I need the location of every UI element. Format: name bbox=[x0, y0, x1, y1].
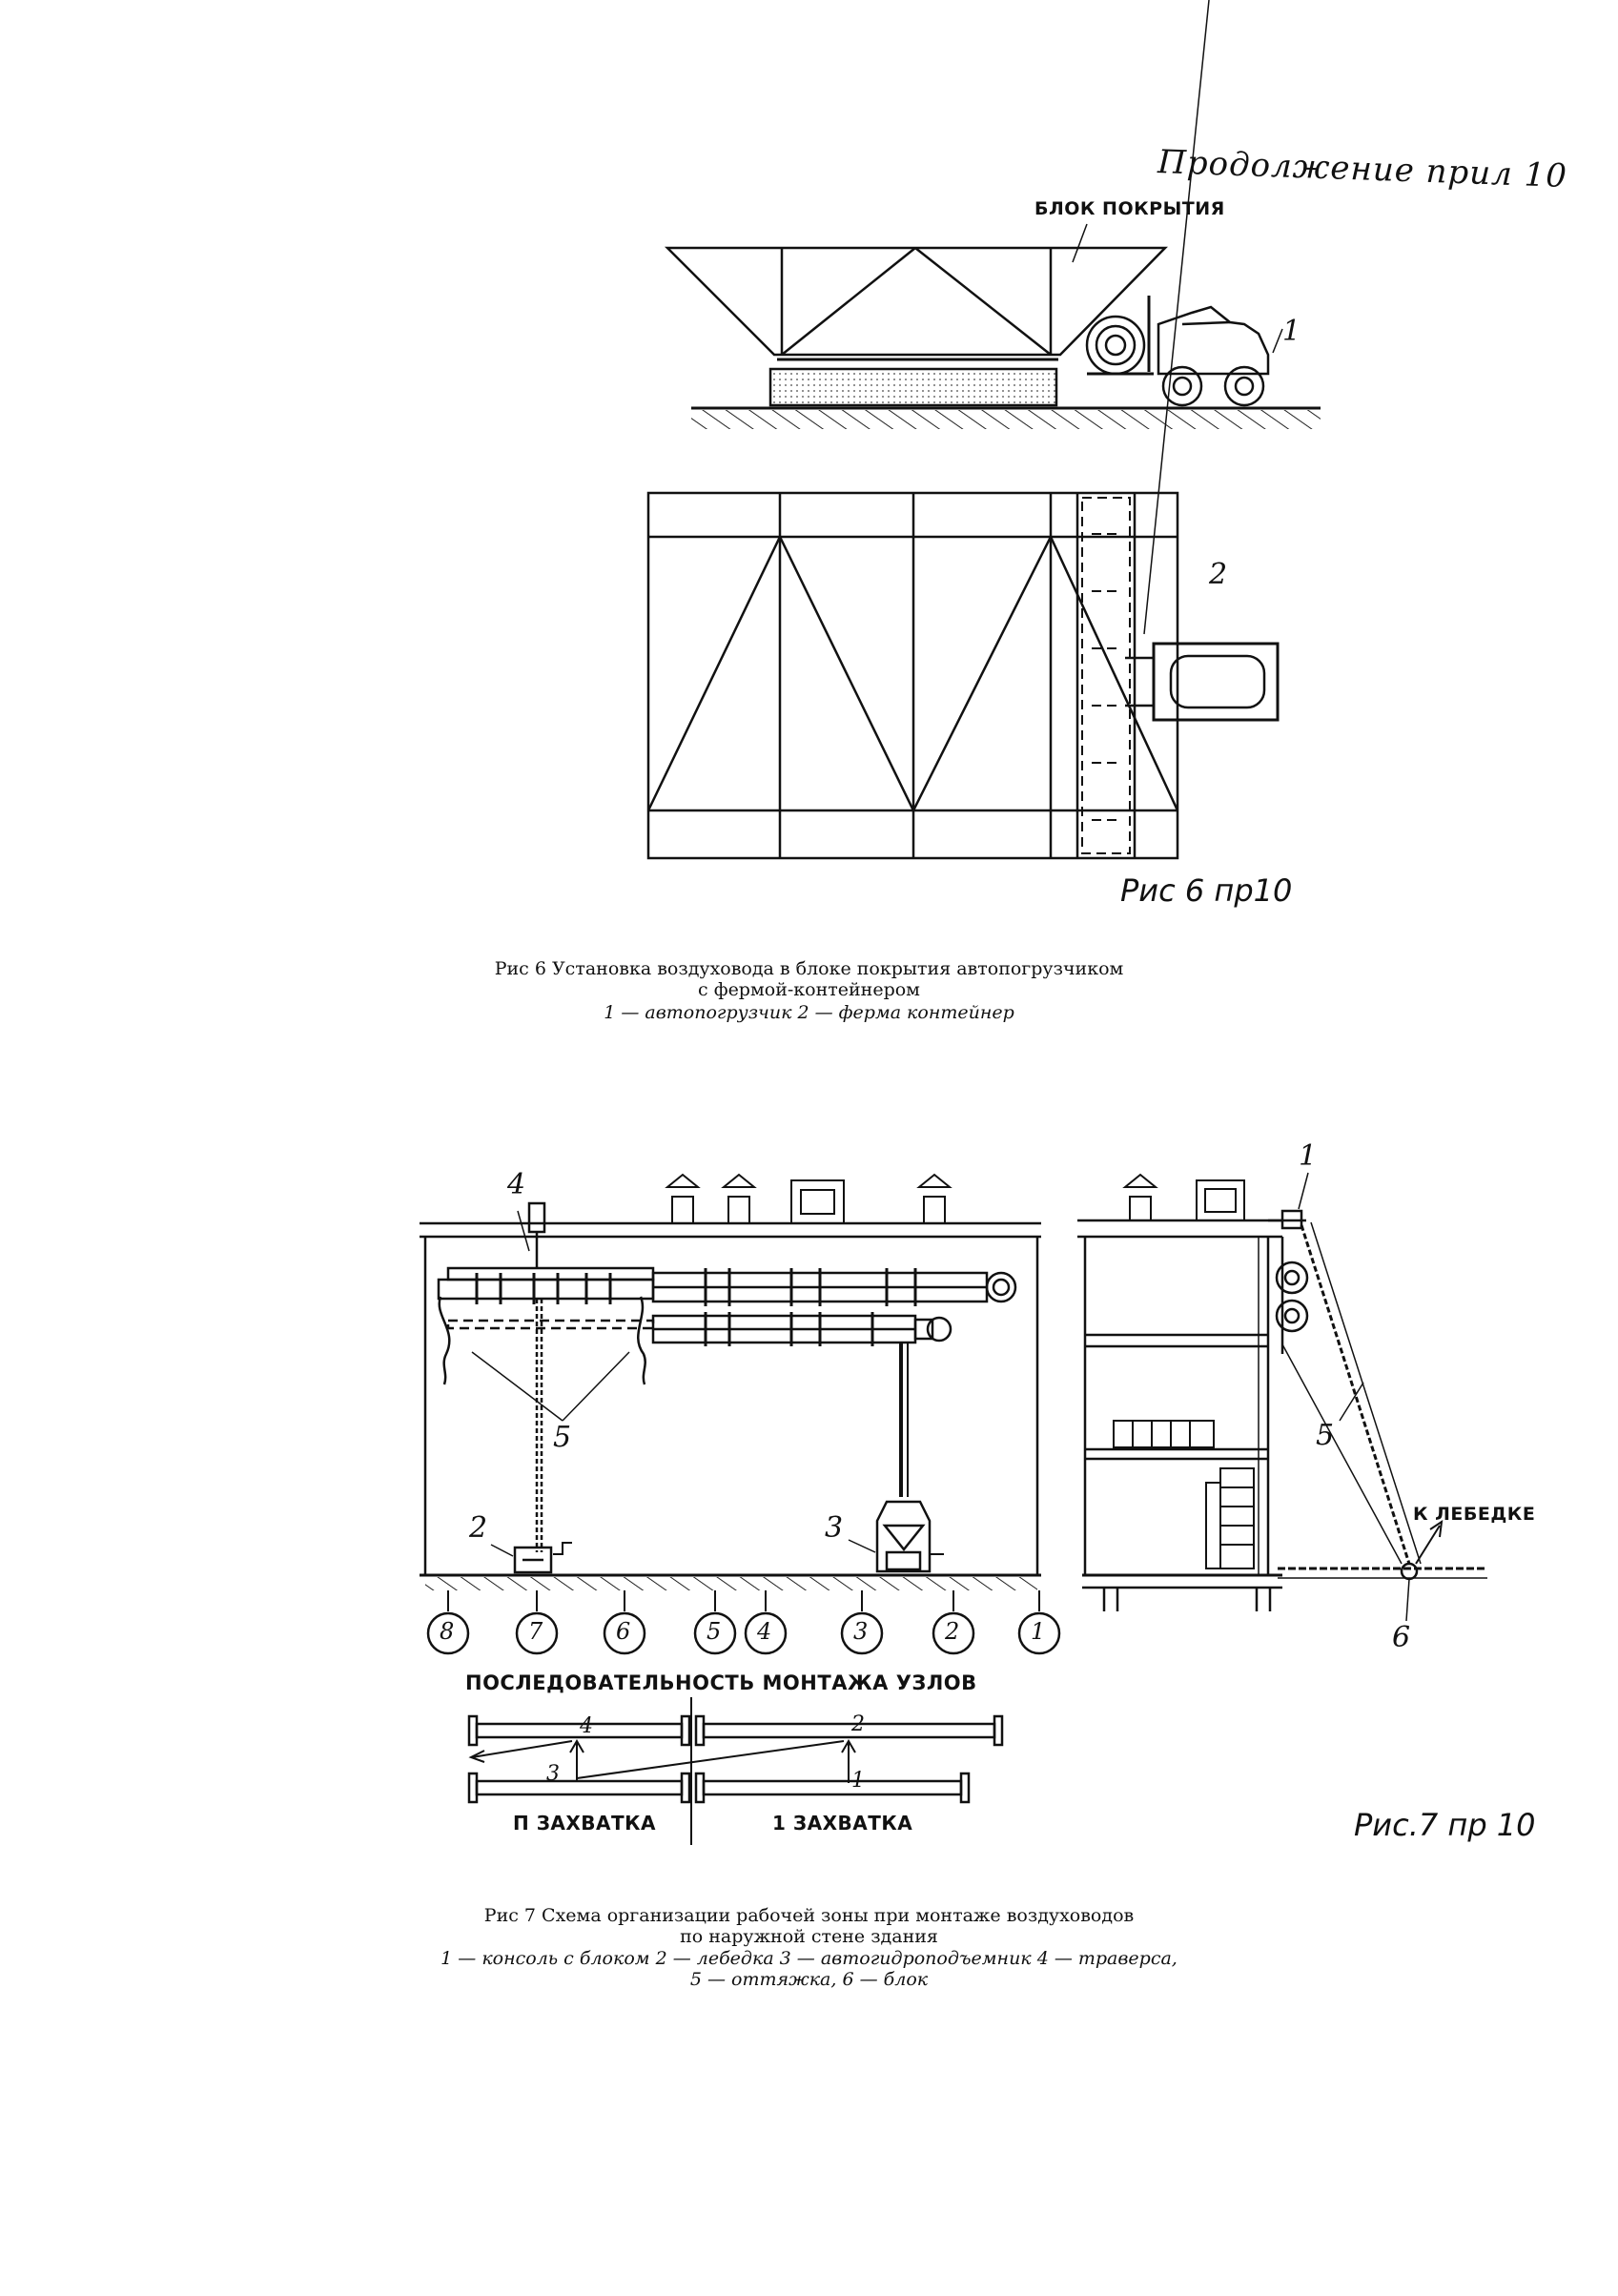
fig7-caption-title-2: по наружной стене здания bbox=[680, 1926, 938, 1947]
continuation-header: Продолжение прил 10 bbox=[1157, 143, 1568, 195]
fig6-caption-legend: 1 — автопогрузчик 2 — ферма контейнер bbox=[604, 1002, 1014, 1023]
fig7-callout-1: 1 bbox=[1299, 1139, 1318, 1173]
fig7-caption-legend-2: 5 — оттяжка, 6 — блок bbox=[689, 1969, 929, 1990]
seq-number-1: 1 bbox=[851, 1769, 865, 1793]
fig7-caption-legend-1: 1 — консоль с блоком 2 — лебедка 3 — автогидроподъемник 4 — траверса, bbox=[440, 1948, 1178, 1969]
fig6-caption-title-2: с фермой-контейнером bbox=[698, 979, 920, 1000]
fig6-side-view bbox=[667, 224, 1321, 429]
seq-number-3: 3 bbox=[546, 1762, 560, 1786]
axis-label-6: 6 bbox=[616, 1618, 631, 1645]
fig7-callout-2: 2 bbox=[469, 1511, 488, 1545]
fig7-drawing-label: Рис.7 пр 10 bbox=[1354, 1807, 1536, 1843]
fig6-callout-1: 1 bbox=[1282, 315, 1301, 348]
fig7-callout-5-left: 5 bbox=[553, 1421, 572, 1454]
axis-label-3: 3 bbox=[853, 1618, 869, 1645]
roof-vent bbox=[667, 1175, 950, 1223]
seq-number-4: 4 bbox=[580, 1714, 593, 1738]
fig7-callout-3: 3 bbox=[825, 1511, 844, 1545]
zone-1-label: 1 ЗАХВАТКА bbox=[772, 1812, 913, 1835]
fig7-winch-label: К ЛЕБЕДКЕ bbox=[1413, 1504, 1536, 1525]
fig7-callout-5-right: 5 bbox=[1316, 1419, 1335, 1452]
fig6-caption-title-1: Рис 6 Установка воздуховода в блоке покрытия автопогрузчиком bbox=[494, 958, 1124, 979]
fig6-drawing-label: Рис 6 пр10 bbox=[1120, 872, 1293, 909]
axis-label-7: 7 bbox=[528, 1618, 543, 1645]
sequence-title: ПОСЛЕДОВАТЕЛЬНОСТЬ МОНТАЖА УЗЛОВ bbox=[465, 1671, 977, 1694]
axis-label-5: 5 bbox=[707, 1618, 722, 1645]
axis-label-8: 8 bbox=[440, 1618, 455, 1645]
fig7-callout-4: 4 bbox=[507, 1168, 526, 1201]
fig7-callout-6: 6 bbox=[1392, 1621, 1411, 1654]
zone-2-label: П ЗАХВАТКА bbox=[513, 1812, 656, 1835]
fig7-elevation bbox=[420, 1175, 1059, 1653]
seq-number-2: 2 bbox=[851, 1712, 865, 1736]
fig7-caption-title-1: Рис 7 Схема организации рабочей зоны при монтаже воздуховодов bbox=[483, 1905, 1135, 1926]
axis-label-2: 2 bbox=[945, 1618, 960, 1645]
axis-label-4: 4 bbox=[757, 1618, 772, 1645]
axis-label-1: 1 bbox=[1031, 1618, 1046, 1645]
fig7-section bbox=[1077, 1173, 1487, 1621]
fig6-roof-block-label: БЛОК ПОКРЫТИЯ bbox=[1034, 198, 1225, 219]
fig6-callout-2: 2 bbox=[1209, 558, 1228, 591]
